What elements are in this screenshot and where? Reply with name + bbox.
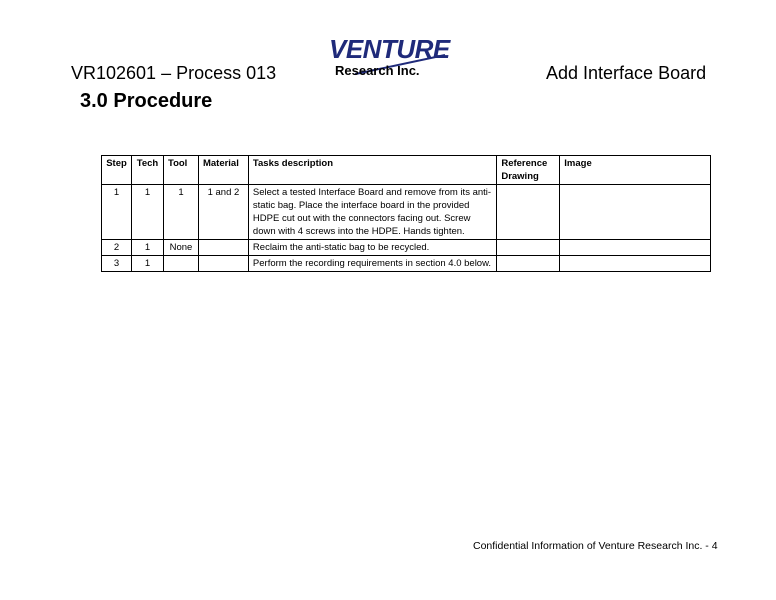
header-image: Image bbox=[560, 156, 711, 185]
document-id: VR102601 – Process 013 bbox=[71, 63, 277, 83]
header-tech: Tech bbox=[131, 156, 163, 185]
cell-tech: 1 bbox=[131, 256, 163, 272]
header-step: Step bbox=[102, 156, 132, 185]
header-reference-drawing: Reference Drawing bbox=[497, 156, 560, 185]
section-title: 3.0 Procedure bbox=[80, 90, 213, 112]
header-material: Material bbox=[198, 156, 248, 185]
cell-reference bbox=[497, 256, 560, 272]
cell-image bbox=[560, 256, 711, 272]
cell-task: Reclaim the anti-static bag to be recycled. bbox=[248, 240, 496, 256]
cell-step: 3 bbox=[102, 256, 132, 272]
document-title: Add Interface Board bbox=[546, 63, 707, 83]
table-row bbox=[102, 256, 711, 272]
cell-tool bbox=[163, 256, 198, 272]
page-footer: Confidential Information of Venture Research Inc. - 4 bbox=[473, 540, 718, 552]
cell-reference bbox=[497, 240, 560, 256]
cell-tech: 1 bbox=[131, 185, 163, 240]
header-tasks: Tasks description bbox=[248, 156, 496, 185]
cell-task: Perform the recording requirements in section 4.0 below. bbox=[248, 256, 496, 272]
table-header-row bbox=[102, 156, 711, 185]
cell-image bbox=[560, 185, 711, 240]
cell-tool: None bbox=[163, 240, 198, 256]
logo-line2: Research Inc. bbox=[335, 63, 420, 78]
venture-research-logo bbox=[327, 34, 449, 80]
cell-material bbox=[198, 240, 248, 256]
header-tool: Tool bbox=[163, 156, 198, 185]
cell-step: 2 bbox=[102, 240, 132, 256]
cell-tool: 1 bbox=[163, 185, 198, 240]
procedure-table bbox=[101, 155, 711, 272]
cell-task: Select a tested Interface Board and remove from its anti-static bag. Place the interface board in the provided HDPE cut out with the connectors facing out. Screw down with 4 screws into the HDPE. Hands tighten. bbox=[248, 185, 496, 240]
table-row bbox=[102, 185, 711, 240]
cell-material: 1 and 2 bbox=[198, 185, 248, 240]
cell-tech: 1 bbox=[131, 240, 163, 256]
cell-image bbox=[560, 240, 711, 256]
cell-step: 1 bbox=[102, 185, 132, 240]
table-row bbox=[102, 240, 711, 256]
cell-reference bbox=[497, 185, 560, 240]
logo-line1: VENTURE bbox=[329, 34, 450, 64]
cell-material bbox=[198, 256, 248, 272]
